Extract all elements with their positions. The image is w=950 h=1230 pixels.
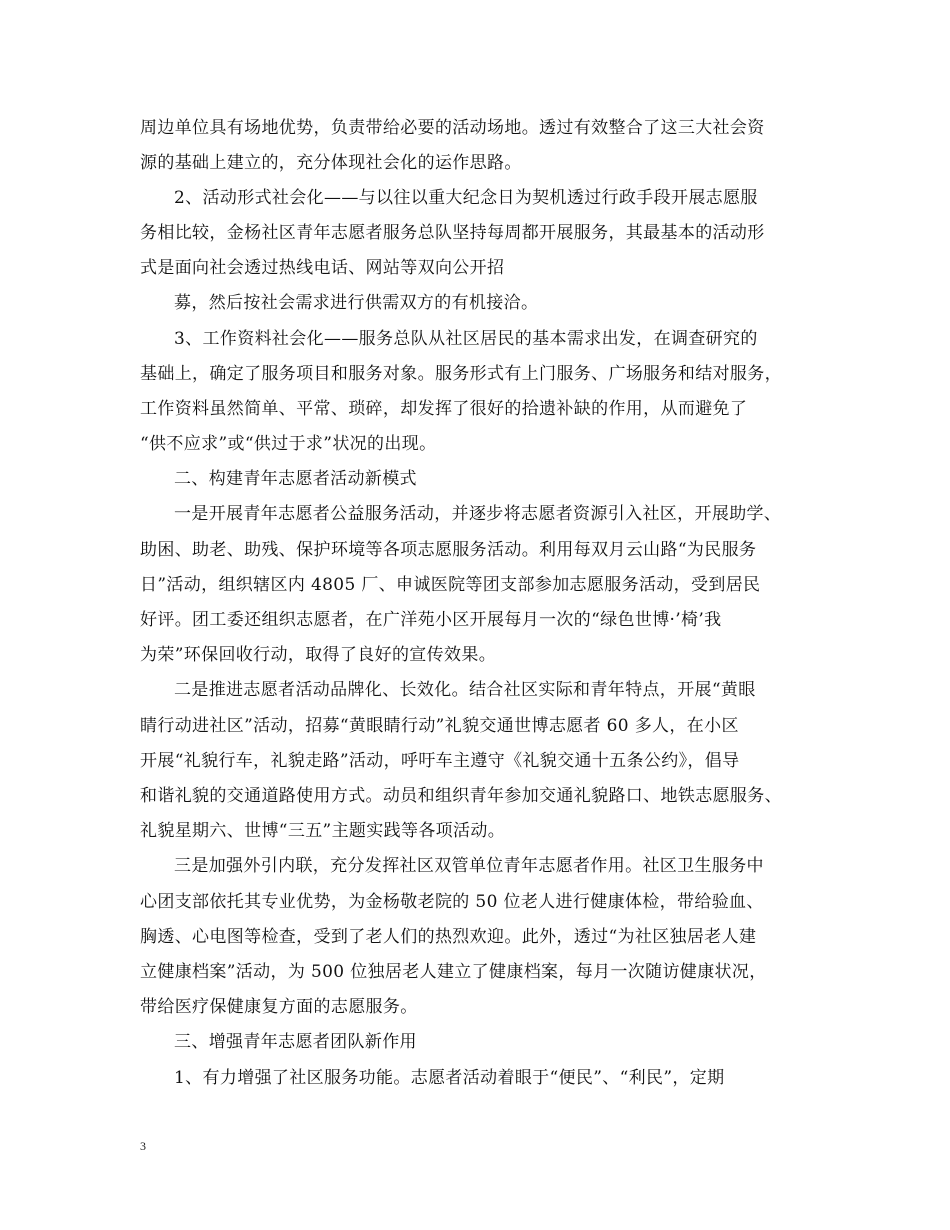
section-heading: 三、增强青年志愿者团队新作用 [174, 1032, 417, 1052]
text-line: 源的基础上建立的，充分体现社会化的运作思路。 [140, 153, 522, 173]
text-line: 务相比较，金杨社区青年志愿者服务总队坚持每周都开展服务，其最基本的活动形 [140, 223, 765, 243]
text-line: 为荣”环保回收行动，取得了良好的宣传效果。 [140, 645, 497, 665]
text-line: 基础上，确定了服务项目和服务对象。服务形式有上门服务、广场服务和结对服务， [140, 364, 782, 384]
text-line: 工作资料虽然简单、平常、琐碎，却发挥了很好的拾遗补缺的作用，从而避免了 [140, 399, 748, 419]
text-line: 一是开展青年志愿者公益服务活动，并逐步将志愿者资源引入社区，开展助学、 [174, 504, 782, 524]
text-line: 日”活动，组织辖区内 4805 厂、申诚医院等团支部参加志愿服务活动，受到居民 [140, 575, 761, 595]
text-line: 心团支部依托其专业优势，为金杨敬老院的 50 位老人进行健康体检，带给验血、 [140, 892, 764, 912]
text-line: 礼貌星期六、世博“三五”主题实践等各项活动。 [140, 821, 506, 841]
text-line: 募，然后按社会需求进行供需双方的有机接洽。 [174, 293, 539, 313]
text-line: 胸透、心电图等检查，受到了老人们的热烈欢迎。此外，透过“为社区独居老人建 [140, 927, 757, 947]
text-line: 三是加强外引内联，充分发挥社区双管单位青年志愿者作用。社区卫生服务中 [174, 856, 764, 876]
text-line: 二是推进志愿者活动品牌化、长效化。结合社区实际和青年特点，开展“黄眼 [174, 680, 756, 700]
text-line: 1、有力增强了社区服务功能。志愿者活动着眼于“便民”、“利民”，定期 [174, 1068, 725, 1088]
text-line: 3、工作资料社会化——服务总队从社区居民的基本需求出发，在调查研究的 [174, 329, 758, 349]
text-line: “供不应求”或“供过于求”状况的出现。 [140, 434, 437, 454]
text-line: 式是面向社会透过热线电话、网站等双向公开招 [140, 258, 505, 278]
section-heading: 二、构建青年志愿者活动新模式 [174, 469, 417, 489]
text-line: 立健康档案”活动，为 500 位独居老人建立了健康档案，每月一次随访健康状况， [140, 962, 767, 982]
text-line: 睛行动进社区”活动，招募“黄眼睛行动”礼貌交通世博志愿者 60 多人，在小区 [140, 716, 739, 736]
text-line: 2、活动形式社会化——与以往以重大纪念日为契机透过行政手段开展志愿服 [174, 188, 758, 208]
text-line: 和谐礼貌的交通道路使用方式。动员和组织青年参加交通礼貌路口、地铁志愿服务、 [140, 786, 782, 806]
text-line: 好评。团工委还组织志愿者，在广洋苑小区开展每月一次的“绿色世博·’椅’我 [140, 610, 722, 630]
text-line: 周边单位具有场地优势，负责带给必要的活动场地。透过有效整合了这三大社会资 [140, 118, 765, 138]
page-number: 3 [140, 1139, 146, 1153]
text-line: 助困、助老、助残、保护环境等各项志愿服务活动。利用每双月云山路“为民服务 [140, 540, 757, 560]
text-line: 带给医疗保健康复方面的志愿服务。 [140, 997, 418, 1017]
text-line: 开展“礼貌行车，礼貌走路”活动，呼吁车主遵守《礼貌交通十五条公约》，倡导 [140, 751, 740, 771]
